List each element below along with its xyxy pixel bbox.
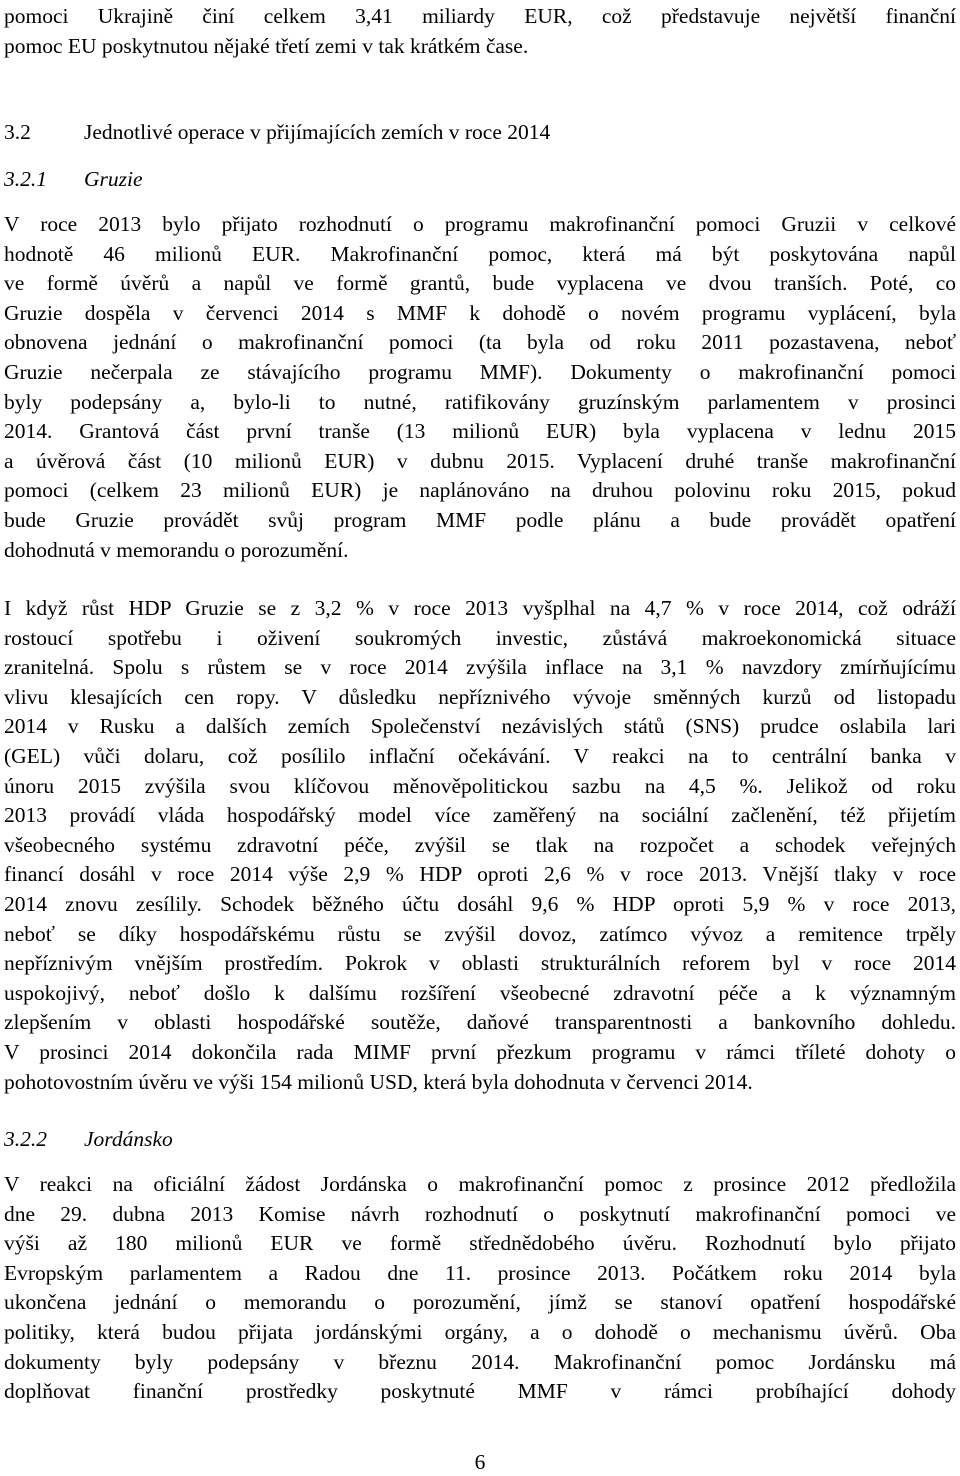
text-line: V reakci na oficiální žádost Jordánska o makrofinanční pomoc z prosince 2012 předložila <box>4 1172 956 1196</box>
text-line: politiky, která budou přijata jordánskými orgány, a o dohodě o mechanismu úvěrů. Oba <box>4 1319 956 1344</box>
text-line: V roce 2013 bylo přijato rozhodnutí o programu makrofinanční pomoci Gruzii v celkové <box>4 212 956 236</box>
text-line: pomoci Ukrajině činí celkem 3,41 miliardy EUR, což představuje největší finanční <box>4 4 956 28</box>
gruzie-paragraph-2 <box>4 594 956 1097</box>
subsection-title: Gruzie <box>84 167 143 191</box>
page-number: 6 <box>474 1450 486 1474</box>
text-line: výši až 180 milionů EUR ve formě střednědobého úvěru. Rozhodnutí bylo přijato <box>4 1231 956 1256</box>
text-line: 2013 provádí vláda hospodářský model více zaměřený na sociální začlenění, též přijetím <box>4 803 956 828</box>
intro-paragraph <box>4 2 956 61</box>
gruzie-paragraph-1 <box>4 210 956 565</box>
section-title: Jednotlivé operace v přijímajících zemích v roce 2014 <box>84 120 551 144</box>
text-line: dne 29. dubna 2013 Komise návrh rozhodnutí o poskytnutí makrofinanční pomoci ve <box>4 1201 956 1226</box>
text-line: rostoucí spotřebu i oživení soukromých investic, zůstává makroekonomická situace <box>4 625 956 650</box>
text-line: Gruzie nečerpala ze stávajícího programu MMF). Dokumenty o makrofinanční pomoci <box>4 359 956 384</box>
text-line: zranitelná. Spolu s růstem se v roce 2014 zvýšila inflace na 3,1 % navzdory zmírňujícímu <box>4 655 956 680</box>
text-line: Gruzie dospěla v červenci 2014 s MMF k dohodě o novém programu vyplácení, byla <box>4 300 956 325</box>
text-line: bude Gruzie provádět svůj program MMF podle plánu a bude provádět opatření <box>4 507 956 532</box>
text-line: pohotovostním úvěru ve výši 154 milionů USD, která byla dohodnuta v červenci 2014. <box>4 1069 753 1094</box>
text-line: byly podepsány a, bylo-li to nutné, ratifikovány gruzínským parlamentem v prosinci <box>4 389 956 414</box>
text-line: dohodnutá v memorandu o porozumění. <box>4 537 349 562</box>
text-line: 2014 v Rusku a dalších zemích Společenství nezávislých států (SNS) prudce oslabila lari <box>4 714 956 739</box>
text-line: ve formě úvěrů a napůl ve formě grantů, bude vyplacena ve dvou tranších. Poté, co <box>4 271 956 296</box>
text-line: V prosinci 2014 dokončila rada MIMF první přezkum programu v rámci tříleté dohoty o <box>4 1039 956 1064</box>
text-line: uspokojivý, neboť došlo k dalšímu rozšíření všeobecné zdravotní péče a k významným <box>4 980 956 1005</box>
subsection-number: 3.2.1 <box>4 167 47 191</box>
text-line: nepříznivým vnějším prostředím. Pokrok v oblasti strukturálních reforem byl v roce 2014 <box>4 951 956 976</box>
text-line: doplňovat finanční prostředky poskytnuté MMF v rámci probíhající dohody <box>4 1379 956 1404</box>
text-line: neboť se díky hospodářskému růstu se zvýšil dovoz, zatímco vývoz a remitence trpěly <box>4 921 956 946</box>
text-line: 2014. Grantová část první tranše (13 milionů EUR) byla vyplacena v lednu 2015 <box>4 419 956 444</box>
subsection-heading-3-2-1 <box>4 165 143 195</box>
text-line: I když růst HDP Gruzie se z 3,2 % v roce 2013 vyšplhal na 4,7 % v roce 2014, což odráží <box>4 596 956 620</box>
text-line: všeobecného systému zdravotní péče, zvýšil se tlak na rozpočet a schodek veřejných <box>4 832 956 857</box>
text-line: (GEL) vůči dolaru, což posílilo inflační očekávání. V reakci na to centrální banka v <box>4 743 956 768</box>
text-line: financí dosáhl v roce 2014 výše 2,9 % HDP oproti 2,6 % v roce 2013. Vnější tlaky v roce <box>4 862 956 887</box>
text-line: obnovena jednání o makrofinanční pomoci (ta byla od roku 2011 pozastavena, neboť <box>4 330 956 355</box>
text-line: Evropským parlamentem a Radou dne 11. prosince 2013. Počátkem roku 2014 byla <box>4 1260 956 1285</box>
section-number: 3.2 <box>4 120 31 144</box>
text-line: vlivu klesajících cen ropy. V důsledku nepříznivého vývoje směnných kurzů od listopadu <box>4 684 956 709</box>
text-line: únoru 2015 zvýšila svou klíčovou měnověpolitickou sazbu na 4,5 %. Jelikož od roku <box>4 773 956 798</box>
text-line: pomoc EU poskytnutou nějaké třetí zemi v tak krátkém čase. <box>4 33 529 58</box>
subsection-title: Jordánsko <box>84 1127 173 1151</box>
text-line: zlepšením v oblasti hospodářské soutěže, daňové transparentnosti a bankovního dohledu. <box>4 1010 956 1035</box>
text-line: pomoci (celkem 23 milionů EUR) je naplánováno na druhou polovinu roku 2015, pokud <box>4 478 956 503</box>
section-heading-3-2 <box>4 118 550 148</box>
text-line: dokumenty byly podepsány v březnu 2014. Makrofinanční pomoc Jordánsku má <box>4 1349 956 1374</box>
subsection-number: 3.2.2 <box>4 1127 47 1151</box>
text-line: ukončena jednání o memorandu o porozumění, jímž se stanoví opatření hospodářské <box>4 1290 956 1315</box>
jordan-paragraph-1 <box>4 1170 956 1407</box>
text-line: 2014 znovu zesílily. Schodek běžného účtu dosáhl 9,6 % HDP oproti 5,9 % v roce 2013, <box>4 891 956 916</box>
text-line: a úvěrová část (10 milionů EUR) v dubnu 2015. Vyplacení druhé tranše makrofinanční <box>4 448 956 473</box>
text-line: hodnotě 46 milionů EUR. Makrofinanční pomoc, která má být poskytována napůl <box>4 241 956 266</box>
subsection-heading-3-2-2 <box>4 1125 173 1155</box>
